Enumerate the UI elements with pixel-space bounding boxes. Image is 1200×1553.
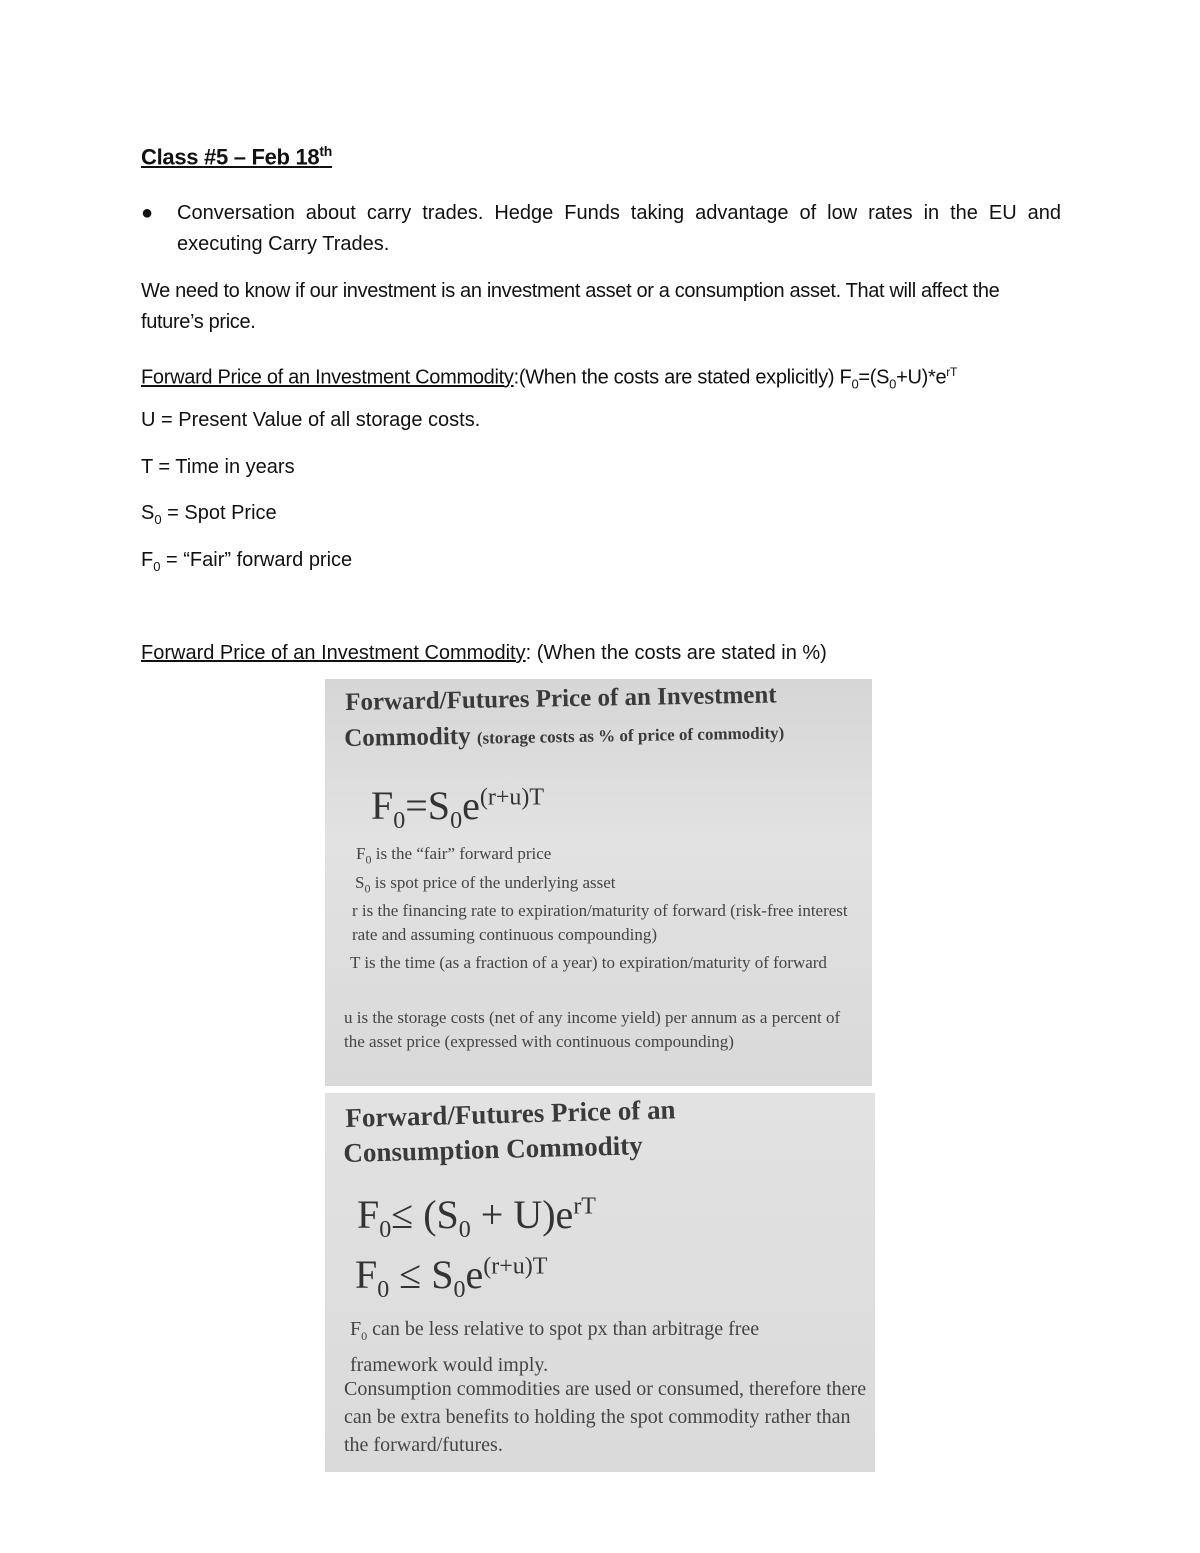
slide-investment-commodity <box>325 679 872 1086</box>
bullet-item <box>141 198 1061 260</box>
slide1-title-line1: Forward/Futures Price of an Investment <box>345 681 777 716</box>
page-title: Class #5 – Feb 18th <box>141 143 332 170</box>
bullet-text: Conversation about carry trades. Hedge Funds taking advantage of low rates in the EU and executing Carry Trades. <box>177 202 1061 255</box>
section1-heading: Forward Price of an Investment Commodity <box>141 366 514 389</box>
intro-paragraph: We need to know if our investment is an investment asset or a consumption asset. That will affect the future’s price. <box>141 280 1000 333</box>
slide2-note-f0: $F_0$ can be less relative to spot px than arbitrage free framework would imply. <box>350 1318 760 1376</box>
slide1-equation: $F_0=S_0e^{(r+u)T}$ <box>371 783 544 834</box>
slide2-equation-2: $F_0 \le S_0e^{(r+u)T}$ <box>355 1252 548 1303</box>
slide2-note-consumption: Consumption commodities are used or consumed, therefore there can be extra benefits to holding the spot commodity rather than the forward/futures. <box>344 1378 867 1456</box>
slide2-title-line2: Consumption Commodity <box>343 1130 643 1168</box>
slide1-title-small: (storage costs as % of price of commodity) <box>476 723 785 748</box>
definition-u: U = Present Value of all storage costs. <box>141 409 481 431</box>
section2-line: Forward Price of an Investment Commodity: (When the costs are stated in %) <box>141 642 827 664</box>
section1-note: (When the costs are stated explicitly) F <box>518 366 852 389</box>
slide1-note-r: r is the financing rate to expiration/maturity of forward (risk-free interest rate and assuming continuous compounding) <box>352 901 848 944</box>
definition-s0: $S_0$ = Spot Price <box>141 502 277 527</box>
definition-f0: $F_0$ = “Fair” forward price <box>141 549 353 574</box>
slide2-equation-1: $F_0\le (S_0 + U)e^{rT}$ <box>357 1192 596 1243</box>
slide1-note-s0: $S_0$ is spot price of the underlying asset <box>355 873 616 896</box>
slide1-note-u: u is the storage costs (net of any income yield) per annum as a percent of the asset price (expressed with continuous compounding) <box>344 1008 841 1051</box>
section1-line: Forward Price of an Investment Commodity:(When the costs are stated explicitly) $F_0=(S_0+U)*e^{rT}$ <box>141 365 958 392</box>
bullet-dot-icon: ● <box>141 202 154 224</box>
definition-t: T = Time in years <box>141 456 295 478</box>
slide-consumption-commodity <box>325 1093 875 1472</box>
slide2-title-line1: Forward/Futures Price of an <box>345 1094 676 1133</box>
section2-heading: Forward Price of an Investment Commodity <box>141 642 526 664</box>
slide1-title-line2: Commodity (storage costs as % of price of commodity) <box>344 722 785 752</box>
title-superscript: th <box>319 143 332 159</box>
slide1-note-t: T is the time (as a fraction of a year) to expiration/maturity of forward <box>350 953 827 972</box>
slide1-note-f0: $F_0$ is the “fair” forward price <box>356 844 552 867</box>
